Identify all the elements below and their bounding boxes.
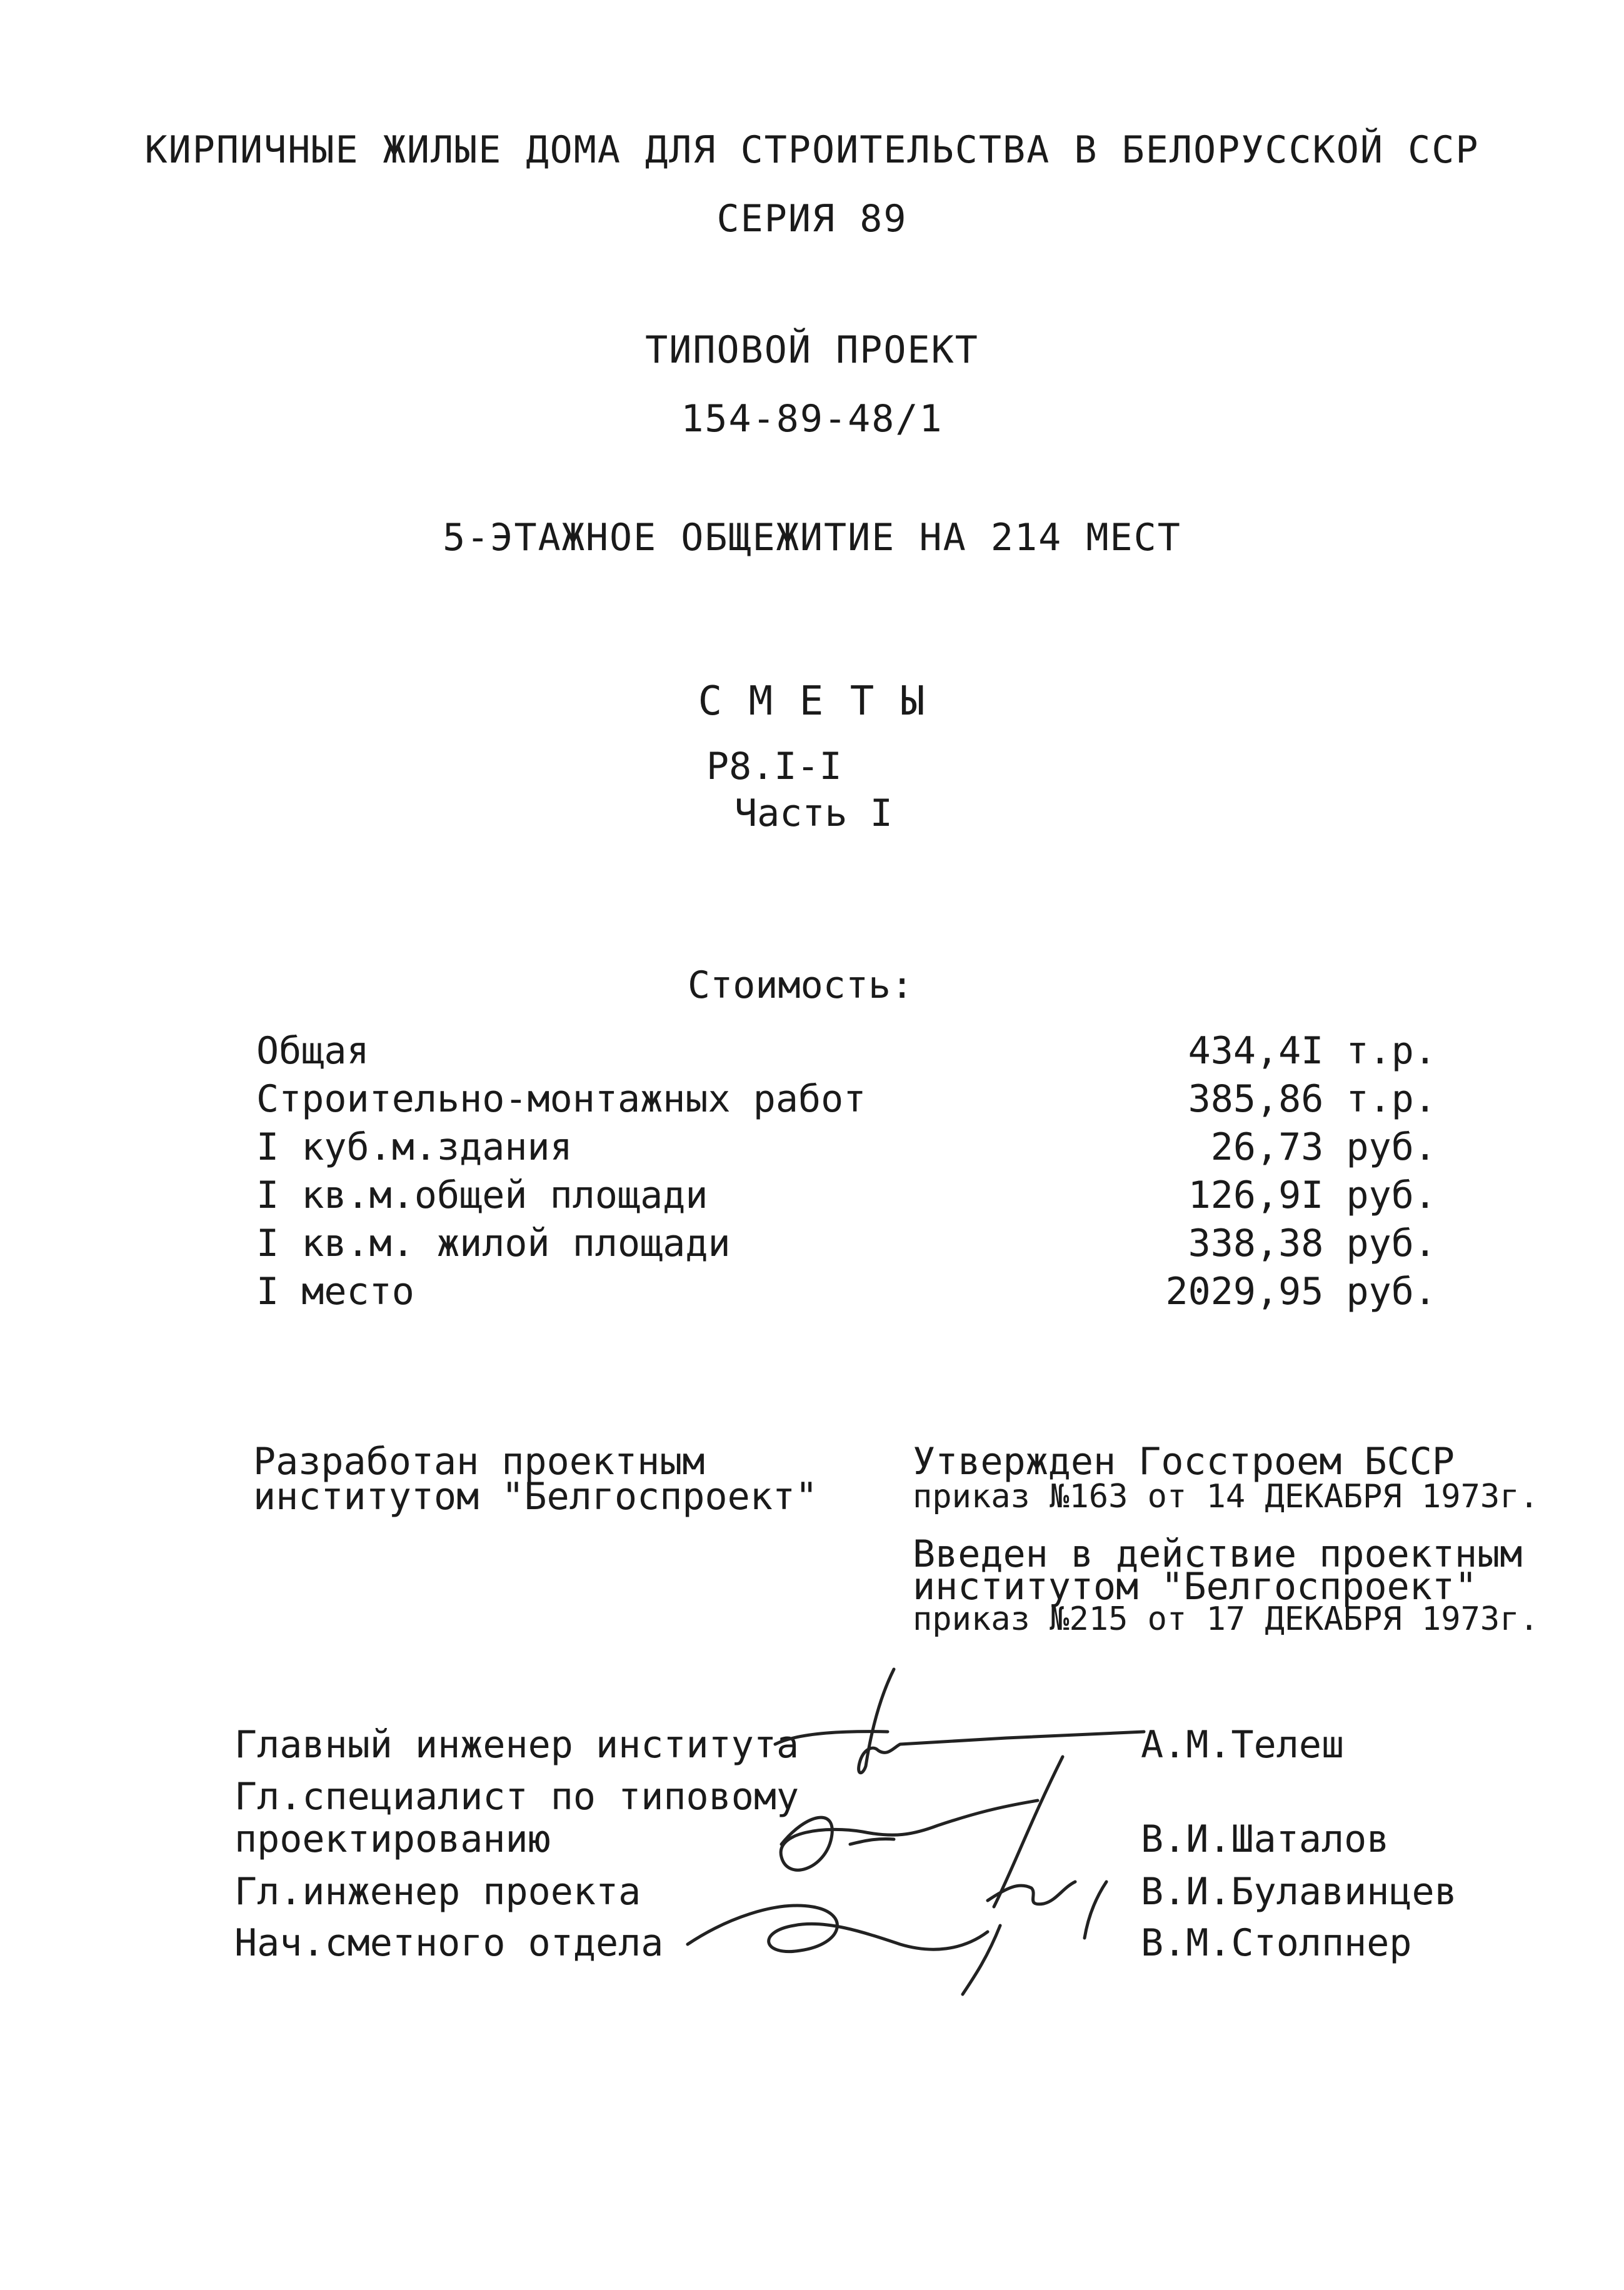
enacted-line1: Введен в действие проектным <box>913 1532 1523 1576</box>
signatory-role: Нач.сметного отдела <box>234 1921 664 1965</box>
signatory-name: А.М.Телеш <box>1141 1723 1345 1767</box>
doc-title: С М Е Т Ы <box>698 678 926 725</box>
approved-line1: Утвержден Госстроем БССР <box>913 1440 1455 1484</box>
cost-value: 126,9I руб. <box>1188 1173 1436 1217</box>
series-label: СЕРИЯ 89 <box>716 197 908 241</box>
signatory-name: В.И.Булавинцев <box>1141 1870 1457 1914</box>
cost-label: I кв.м. жилой площади <box>256 1222 731 1265</box>
signatory-role: Гл.специалист по типовому <box>234 1775 799 1819</box>
cost-label: Строительно-монтажных работ <box>256 1077 866 1121</box>
enacted-line2: институтом "Белгоспроект" <box>913 1565 1478 1609</box>
cost-label: Общая <box>256 1029 369 1073</box>
signatory-role: Главный инженер института <box>234 1723 799 1767</box>
signatory-role: Гл.инженер проекта <box>234 1870 641 1914</box>
project-type: ТИПОВОЙ ПРОЕКТ <box>645 328 979 372</box>
developed-by-line2: институтом "Белгоспроект" <box>253 1475 818 1519</box>
header-title: КИРПИЧНЫЕ ЖИЛЫЕ ДОМА ДЛЯ СТРОИТЕЛЬСТВА В БЕЛОРУССКОЙ ССР <box>144 128 1480 172</box>
cost-label: I место <box>256 1270 414 1313</box>
cost-value: 338,38 руб. <box>1188 1222 1436 1265</box>
signatory-name: В.М.Столпнер <box>1141 1921 1412 1965</box>
cost-value: 26,73 руб. <box>1210 1125 1436 1169</box>
developed-by-line1: Разработан проектным <box>253 1440 705 1484</box>
cost-value: 434,4I т.р. <box>1188 1029 1436 1073</box>
cost-value: 385,86 т.р. <box>1188 1077 1436 1121</box>
signatory-role: проектированию <box>234 1817 551 1861</box>
project-number: 154-89-48/1 <box>681 397 943 441</box>
approved-line2: приказ №163 от 14 ДЕКАБРЯ 1973г. <box>913 1478 1539 1515</box>
cost-heading: Стоимость: <box>688 963 914 1007</box>
doc-part: Часть I <box>734 791 893 835</box>
doc-code: Р8.I-I <box>706 745 842 788</box>
enacted-line3: приказ №215 от 17 ДЕКАБРЯ 1973г. <box>913 1600 1539 1638</box>
signatory-name: В.И.Шаталов <box>1141 1817 1390 1861</box>
cost-value: 2029,95 руб. <box>1165 1270 1436 1313</box>
cost-label: I куб.м.здания <box>256 1125 573 1169</box>
cost-label: I кв.м.общей площади <box>256 1173 708 1217</box>
building-title: 5-ЭТАЖНОЕ ОБЩЕЖИТИЕ НА 214 МЕСТ <box>443 516 1181 560</box>
signature-icon <box>738 1657 1175 2007</box>
